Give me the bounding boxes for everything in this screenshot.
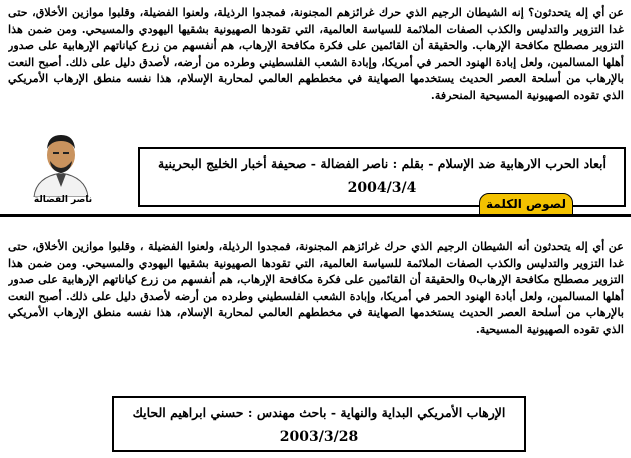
citation-box-2 [112, 396, 526, 452]
author-portrait-icon [26, 127, 96, 197]
citation-title-1: أبعاد الحرب الارهابية ضد الإسلام - بقلم : ناصر الفضالة - صحيفة أخبار الخليج البحرينية [158, 156, 606, 171]
divider-rule [0, 214, 631, 217]
article2-body: عن أي إله يتحدثون أنه الشيطان الرجيم الذي حرك غرائزهم المجنونة، فمجدوا الرذيلة، ولعنوا الفضيلة ، وقلبوا موازين الأخلاق، حتى غدا التزوير والتدليس والكذب الصفات الملائمة للسياسة العالمية، التي تقودها الصهيونية بشقيها اليهودي والمسيحي. ومن ضمن هذا التزوير مصطلح مكافحة الإرهاب0 والحقيقة أن القائمين على فكرة مكافحة الإرهاب، هم أنفسهم من زرع كياناتهم الإرهابية على صدور أهلها المسالمين، ولعل أبادة الهنود الحمر في أمريكا، وإبادة الشعب الفلسطيني وطرده من أرضه لأصدق دليل على ذلك. أصبح النعت بالإرهاب من أسلحة العصر الحديث يستخدمها الصهاينة في مخططهم العالمي لمحاربة الإسلام، هذا نفسه منطق الإرهاب الأمريكي الذي تقوده الصهيونية المسيحية. [8, 239, 624, 336]
citation-date-1: 2004/3/4 [347, 180, 417, 196]
author-caption: ناصر الفضالة [33, 195, 93, 205]
citation-title-2: الإرهاب الأمريكي البداية والنهاية - باحث مهندس : حسني ابراهيم الحايك [132, 405, 506, 420]
article1-body: عن أي إله يتحدثون؟ إنه الشيطان الرجيم الذي حرك غرائزهم المجنونة، فمجدوا الرذيلة، ولعنوا الفضيلة، وقلبوا موازين الأخلاق، حتى غدا التزوير والتدليس والكذب الصفات الملائمة للسياسة العالمية، التي تقودها الصهيونية بشقيها اليهودي والمسيحي. ومن ضمن هذا التزوير مصطلح مكافحة الإرهاب. والحقيقة أن القائمين على فكرة مكافحة الإرهاب، هم أنفسهم من زرع كياناتهم الإرهابية على صدور أهلها المسالمين، ولعل إبادة الهنود الحمر في أمريكا، وإبادة الشعب الفلسطيني وطرده من أرضه، لأصدق دليل على ذلك. أصبح النعت بالإرهاب من أسلحة العصر الحديث يستخدمها الصهاينة في مخططهم العالمي لمحاربة الإسلام، هذا نفسه منطق الإرهاب الأمريكي الذي تقوده الصهيونية المسيحية المنحرفة. [8, 5, 624, 102]
citation-date-2: 2003/3/28 [279, 429, 359, 445]
word-thieves-tag: لصوص الكلمة [479, 193, 573, 215]
